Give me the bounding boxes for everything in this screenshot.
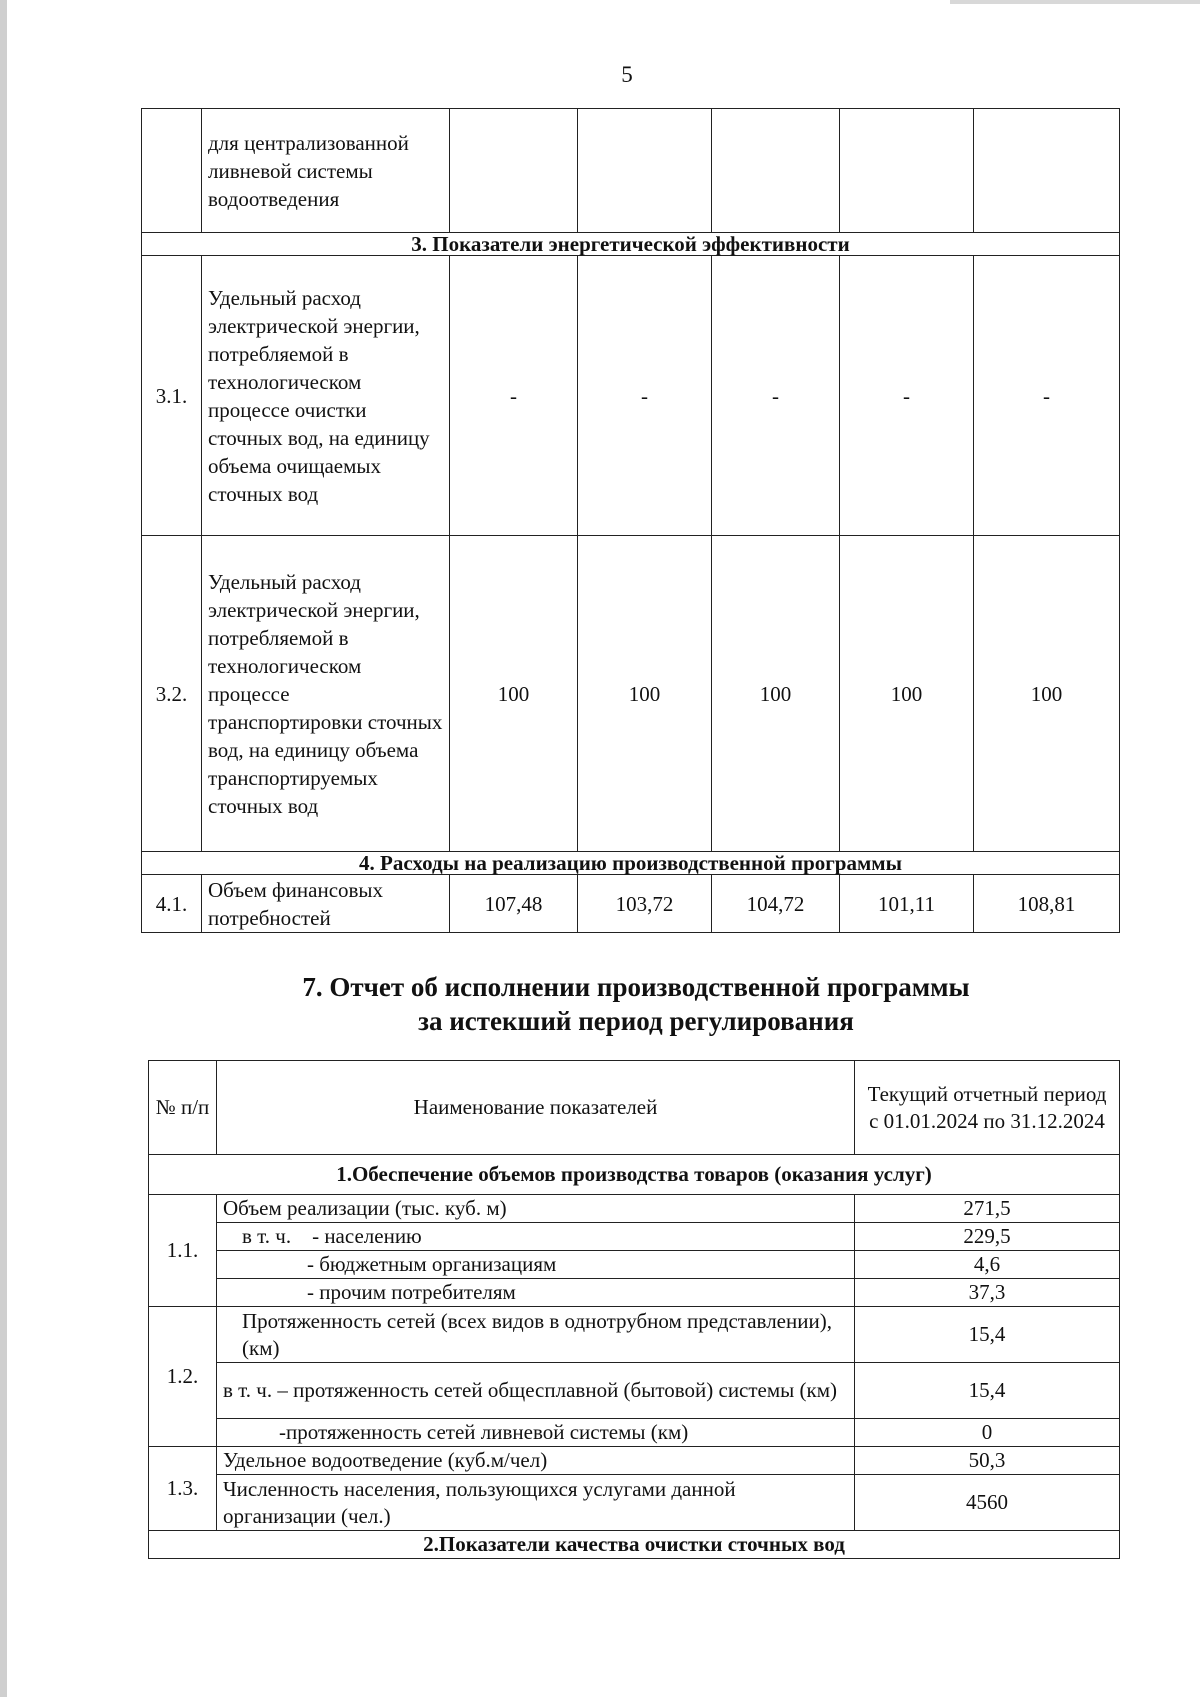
table-row (149, 1279, 1120, 1307)
value-cell: - (712, 256, 840, 536)
table-row (149, 1419, 1120, 1447)
value-cell: 103,72 (578, 875, 712, 933)
table-row (142, 875, 1120, 933)
value-cell: 15,4 (855, 1307, 1120, 1363)
value-cell: 271,5 (855, 1195, 1120, 1223)
page-number: 5 (621, 62, 633, 87)
header-row (149, 1061, 1120, 1155)
indicator-name: -протяженность сетей ливневой системы (км) (217, 1419, 855, 1447)
header-name: Наименование показателей (217, 1061, 855, 1155)
table-row (149, 1307, 1120, 1363)
indicator-name: в т. ч. – протяженность сетей общесплавной (бытовой) системы (км) (217, 1363, 855, 1419)
section-row (142, 233, 1120, 256)
row-number (142, 109, 202, 233)
value-cell: 107,48 (450, 875, 578, 933)
value-cell: 108,81 (974, 875, 1120, 933)
section-row (149, 1531, 1120, 1559)
section-title-energy: 3. Показатели энергетической эффективности (142, 233, 1120, 256)
section-title-quality: 2.Показатели качества очистки сточных вод (149, 1531, 1120, 1559)
indicator-name: - бюджетным организациям (217, 1251, 855, 1279)
value-cell: 4560 (855, 1475, 1120, 1531)
value-cell: - (578, 256, 712, 536)
section-7-heading (0, 970, 1200, 1038)
indicator-name: Объем финансовых потребностей (202, 875, 450, 933)
table-row (149, 1475, 1120, 1531)
page-edge-top (950, 0, 1200, 4)
table-row (149, 1195, 1120, 1223)
value-cell: 100 (712, 536, 840, 852)
value-cell: 37,3 (855, 1279, 1120, 1307)
value-cell: 100 (974, 536, 1120, 852)
header-period: Текущий отчетный период с 01.01.2024 по 31.12.2024 (855, 1061, 1120, 1155)
value-cell: 0 (855, 1419, 1120, 1447)
section-row (149, 1155, 1120, 1195)
header-num: № п/п (149, 1061, 217, 1155)
value-cell (578, 109, 712, 233)
table-row (142, 109, 1120, 233)
table-row (142, 256, 1120, 536)
row-number: 4.1. (142, 875, 202, 933)
value-cell: 101,11 (840, 875, 974, 933)
section-row (142, 852, 1120, 875)
value-cell: 15,4 (855, 1363, 1120, 1419)
section-7-heading-line2: за истекший период регулирования (418, 1006, 854, 1036)
report-table (148, 1060, 1120, 1559)
value-cell: 229,5 (855, 1223, 1120, 1251)
row-number: 1.1. (149, 1195, 217, 1307)
value-cell: 104,72 (712, 875, 840, 933)
indicator-name: Удельный расход электрической энергии, потребляемой в технологическом процессе очистки сточных вод, на единицу объема очищаемых сточных вод (202, 256, 450, 536)
value-cell: 50,3 (855, 1447, 1120, 1475)
section-title-volumes: 1.Обеспечение объемов производства товаров (оказания услуг) (149, 1155, 1120, 1195)
value-cell (450, 109, 578, 233)
value-cell: 4,6 (855, 1251, 1120, 1279)
section-title-expenses: 4. Расходы на реализацию производственной программы (142, 852, 1120, 875)
value-cell: 100 (840, 536, 974, 852)
row-number: 1.3. (149, 1447, 217, 1531)
indicator-name: Объем реализации (тыс. куб. м) (217, 1195, 855, 1223)
row-number: 3.2. (142, 536, 202, 852)
value-cell: - (450, 256, 578, 536)
page-edge-shadow (0, 0, 7, 1697)
indicator-name: Протяженность сетей (всех видов в однотрубном представлении), (км) (217, 1307, 855, 1363)
table-row (142, 536, 1120, 852)
row-number: 1.2. (149, 1307, 217, 1447)
table-row (149, 1251, 1120, 1279)
indicator-name: для централизованной ливневой системы водоотведения (202, 109, 450, 233)
row-number: 3.1. (142, 256, 202, 536)
section-7-heading-line1: 7. Отчет об исполнении производственной программы (302, 972, 970, 1002)
indicator-name: - прочим потребителям (217, 1279, 855, 1307)
value-cell (974, 109, 1120, 233)
value-cell: - (974, 256, 1120, 536)
indicator-name: Численность населения, пользующихся услугами данной организации (чел.) (217, 1475, 855, 1531)
indicators-table (141, 108, 1120, 933)
indicator-name: Удельное водоотведение (куб.м/чел) (217, 1447, 855, 1475)
value-cell: 100 (450, 536, 578, 852)
value-cell (712, 109, 840, 233)
value-cell: - (840, 256, 974, 536)
indicator-name: в т. ч. - населению (217, 1223, 855, 1251)
value-cell: 100 (578, 536, 712, 852)
indicator-name: Удельный расход электрической энергии, потребляемой в технологическом процессе транспортировки сточных вод, на единицу объема транспортируемых сточных вод (202, 536, 450, 852)
table-row (149, 1447, 1120, 1475)
table-row (149, 1363, 1120, 1419)
table-row (149, 1223, 1120, 1251)
value-cell (840, 109, 974, 233)
